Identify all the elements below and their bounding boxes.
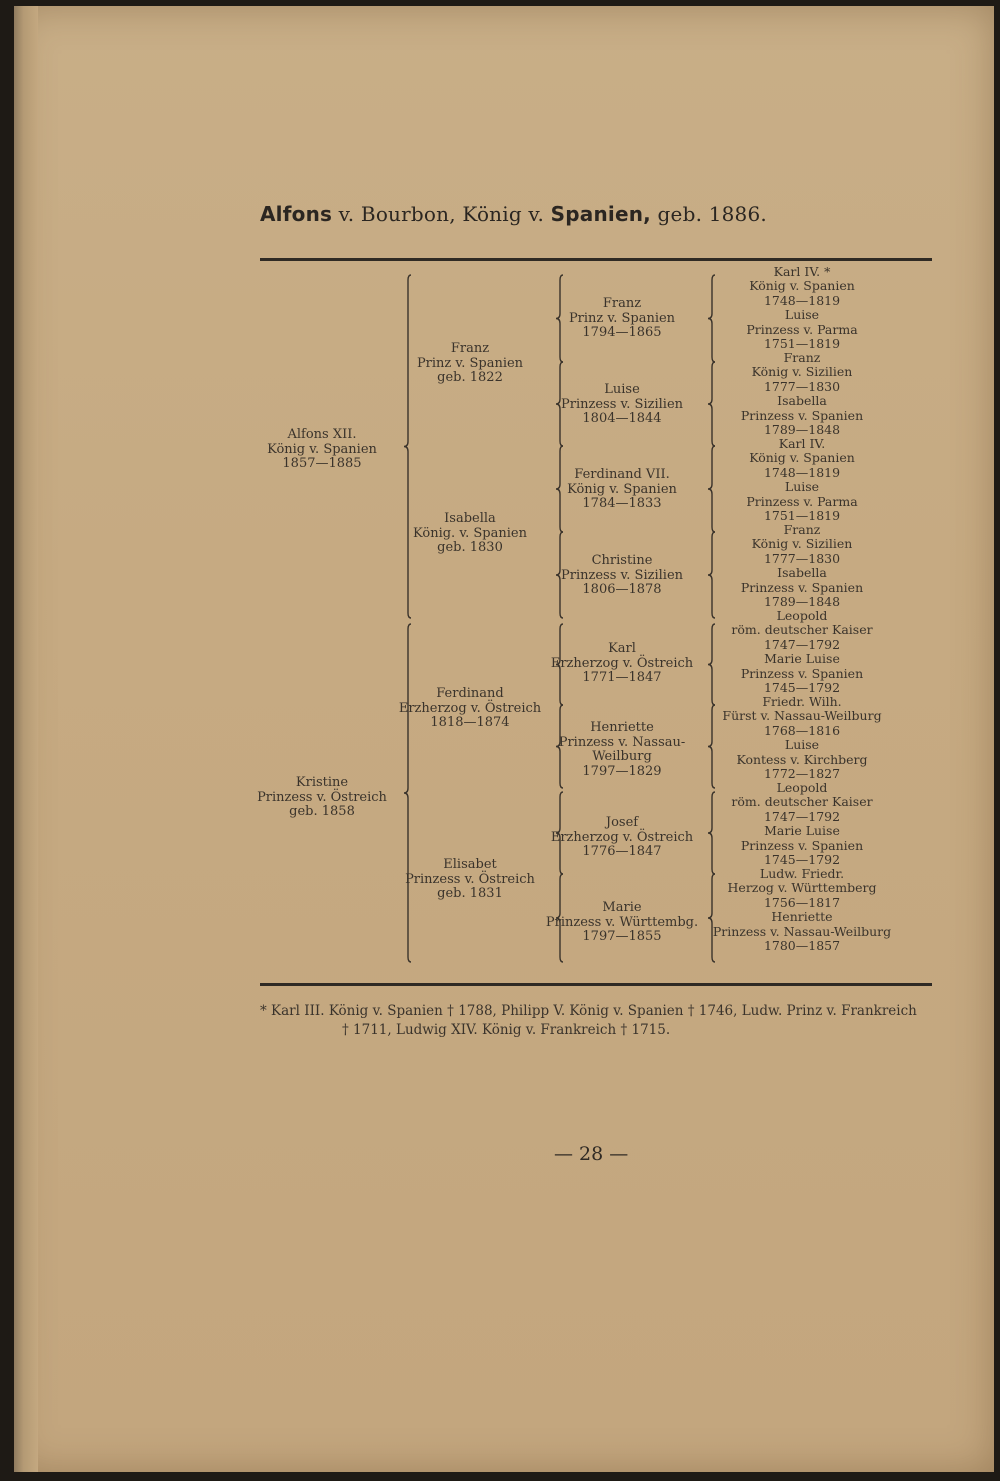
page	[14, 6, 994, 1472]
person-line-3: 1751—1819	[763, 508, 841, 523]
person-line-3: geb. 1822	[437, 370, 503, 385]
person-line-2: Prinzess v. Nassau-Weilburg	[712, 923, 892, 939]
person-line-4: 1797—1829	[582, 763, 662, 779]
person-line-2: König v. Spanien	[749, 450, 855, 466]
brace-5	[556, 446, 563, 532]
person-line-2: röm. deutscher Kaiser	[731, 794, 873, 810]
person-line-1: Franz	[783, 350, 821, 365]
person-line-1: Ludw. Friedr.	[759, 866, 845, 881]
person-line-1: Henriette	[590, 720, 654, 735]
person-line-2: Prinzess v. Östreich	[405, 871, 535, 887]
person-line-1: Leopold	[776, 780, 828, 795]
person-line-3: 1797—1855	[582, 929, 662, 944]
brace-17	[708, 792, 715, 874]
person-line-1: Ferdinand	[436, 686, 504, 701]
person-line-2: Prinzess v. Spanien	[740, 837, 864, 853]
person-line-1: Isabella	[777, 565, 827, 581]
person-line-2: König v. Sizilien	[751, 536, 853, 552]
person-line-2: König v. Spanien	[267, 441, 377, 457]
person-line-1: Luise	[784, 737, 820, 753]
person-line-3: 1745—1792	[763, 680, 841, 695]
person-line-3: 1748—1819	[763, 464, 841, 480]
person-line-2: König v. Spanien	[567, 481, 677, 497]
person-line-1: Franz	[783, 522, 821, 537]
person-line-2: Erzherzog v. Östreich	[550, 655, 694, 671]
person-line-2: Prinzess v. Sizilien	[560, 396, 684, 412]
person-line-3: 1751—1819	[763, 336, 841, 351]
brace-2	[404, 624, 411, 962]
bracket-lines	[14, 6, 994, 1472]
person-line-2: Prinzess v. Spanien	[740, 579, 864, 595]
brace-9	[556, 792, 563, 874]
person-line-1: Luise	[784, 479, 820, 495]
person-line-2: Prinzess v. Östreich	[257, 789, 387, 805]
person-line-1: Franz	[602, 296, 642, 311]
person-line-3: 1789—1848	[763, 422, 841, 437]
person-line-3: Weilburg	[592, 749, 652, 764]
person-line-2: Prinz v. Spanien	[568, 310, 676, 326]
person-line-3: geb. 1830	[437, 540, 503, 555]
person-line-1: Kristine	[295, 775, 349, 790]
page-number: — 28 —	[554, 1143, 629, 1165]
person-line-1: Marie Luise	[764, 823, 840, 839]
person-line-3: 1784—1833	[582, 496, 662, 511]
person-line-1: Marie	[602, 900, 642, 915]
person-line-2: Prinz v. Spanien	[416, 355, 524, 371]
person-line-1: Elisabet	[443, 857, 497, 872]
brace-7	[556, 624, 563, 705]
person-line-2: Prinzess v. Württembg.	[545, 914, 699, 930]
brace-6	[556, 532, 563, 618]
book-spine	[14, 6, 38, 1472]
footnote	[260, 1002, 940, 1040]
person-line-2: König v. Spanien	[749, 278, 855, 294]
person-line-2: Erzherzog v. Östreich	[398, 700, 542, 716]
person-line-3: 1745—1792	[763, 852, 841, 867]
person-line-1: Ferdinand VII.	[574, 467, 670, 482]
brace-10	[556, 874, 563, 962]
person-line-2: Prinzess v. Parma	[746, 321, 858, 337]
person-line-3: 1804—1844	[582, 411, 662, 426]
person-line-1: Henriette	[771, 909, 833, 925]
person-line-3: 1747—1792	[763, 808, 841, 824]
brace-18	[708, 874, 715, 962]
person-line-1: Karl	[608, 641, 636, 656]
person-line-3: 1777—1830	[763, 378, 841, 394]
person-line-3: 1857—1885	[282, 456, 362, 471]
brace-15	[708, 624, 715, 705]
person-line-2: König v. Sizilien	[751, 364, 853, 380]
person-line-1: Isabella	[444, 511, 496, 526]
person-line-3: geb. 1831	[437, 886, 503, 901]
person-line-3: 1794—1865	[582, 325, 662, 340]
person-line-3: 1772—1827	[763, 766, 841, 781]
person-line-1: Franz	[450, 341, 490, 356]
person-line-3: 1771—1847	[582, 670, 662, 685]
person-line-2: König. v. Spanien	[413, 525, 527, 541]
person-line-2: Prinzess v. Spanien	[740, 407, 864, 423]
person-line-1: Luise	[784, 307, 820, 323]
footnote-line-1: * Karl III. König v. Spanien † 1788, Philipp V. König v. Spanien † 1746, Ludw. Prinz v. Frankreich	[260, 1003, 917, 1019]
person-line-2: Kontess v. Kirchberg	[736, 751, 868, 767]
person-line-3: 1747—1792	[763, 636, 841, 652]
person-line-3: 1748—1819	[763, 292, 841, 308]
person-line-2: Herzog v. Württemberg	[727, 880, 877, 896]
person-line-2: röm. deutscher Kaiser	[731, 622, 873, 638]
brace-4	[556, 362, 563, 446]
brace-12	[708, 362, 715, 446]
person-line-3: 1789—1848	[763, 594, 841, 609]
brace-13	[708, 446, 715, 532]
brace-3	[556, 275, 563, 362]
person-line-2: Prinzess v. Sizilien	[560, 567, 684, 583]
page-title: Alfons v. Bourbon, König v. Spanien, geb. 1886.	[260, 202, 767, 226]
person-line-3: geb. 1858	[289, 804, 355, 819]
brace-11	[708, 275, 715, 362]
person-line-1: Alfons XII.	[287, 427, 357, 442]
person-line-2: Fürst v. Nassau-Weilburg	[722, 708, 882, 724]
person-line-2: Prinzess v. Spanien	[740, 665, 864, 681]
person-line-1: Luise	[604, 382, 640, 397]
brace-16	[708, 705, 715, 788]
person-line-1: Leopold	[776, 608, 828, 623]
person-line-1: Isabella	[777, 393, 827, 409]
person-line-1: Karl IV. *	[773, 264, 831, 279]
person-line-3: 1776—1847	[582, 844, 662, 859]
person-line-1: Marie Luise	[764, 651, 840, 667]
person-line-3: 1768—1816	[763, 722, 841, 738]
person-line-1: Friedr. Wilh.	[762, 694, 842, 709]
footnote-line-2: † 1711, Ludwig XIV. König v. Frankreich † 1715.	[342, 1022, 671, 1038]
bottom-rule	[260, 983, 932, 986]
person-line-1: Josef	[605, 815, 639, 830]
person-line-2: Prinzess v. Nassau-	[558, 734, 686, 750]
person-line-3: 1818—1874	[430, 715, 510, 730]
person-line-3: 1806—1878	[582, 582, 662, 597]
brace-8	[556, 705, 563, 788]
person-line-3: 1780—1857	[763, 938, 841, 953]
brace-14	[708, 532, 715, 618]
person-line-2: Prinzess v. Parma	[746, 493, 858, 509]
brace-1	[404, 275, 411, 618]
person-line-2: Erzherzog v. Östreich	[550, 829, 694, 845]
person-line-3: 1777—1830	[763, 550, 841, 566]
person-line-1: Karl IV.	[778, 436, 826, 451]
person-line-1: Christine	[591, 553, 653, 568]
person-line-3: 1756—1817	[763, 894, 841, 910]
